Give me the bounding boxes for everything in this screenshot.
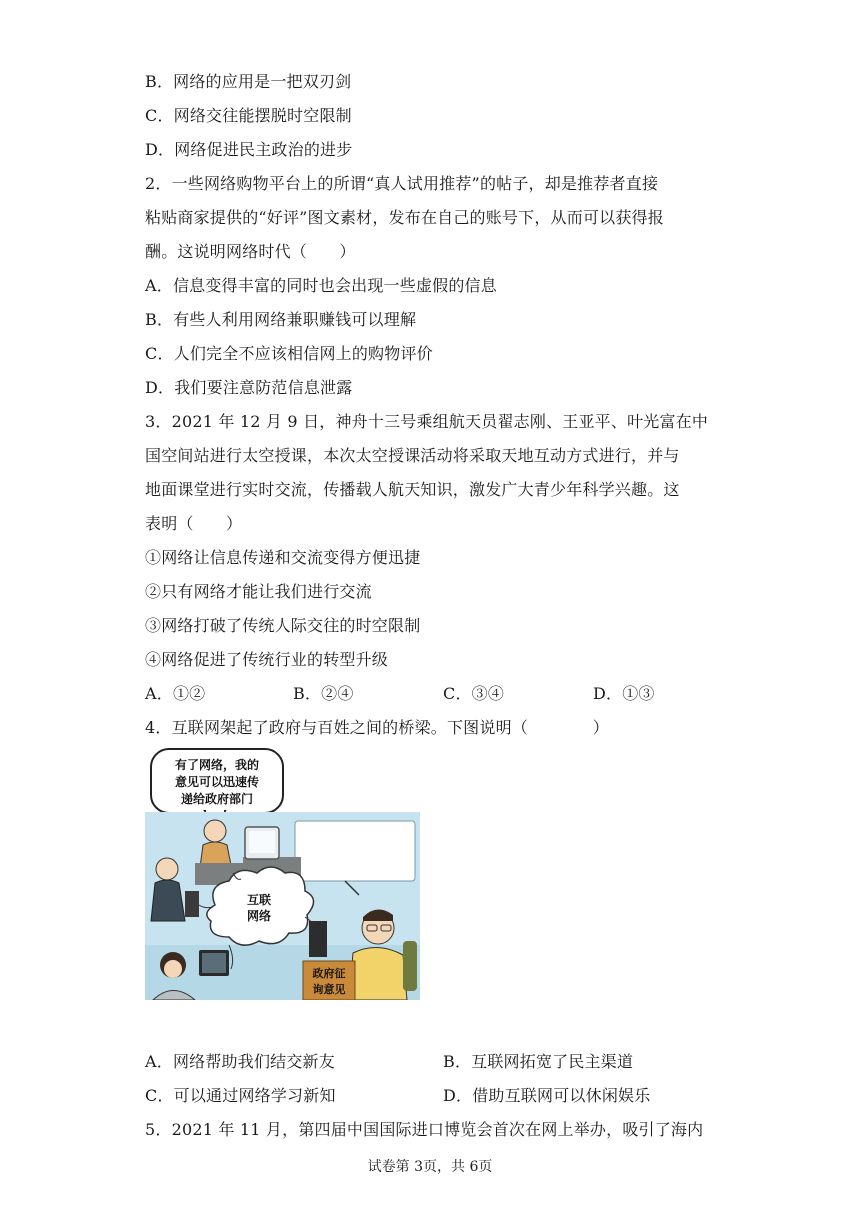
bubble-text-1: 有了网络，我的 [174, 758, 260, 772]
sign-text-2: 询意见 [312, 983, 346, 996]
q4-option-c: C．可以通过网络学习新知 [145, 1086, 336, 1105]
statement-line: ②只有网络才能让我们进行交流 [145, 582, 372, 601]
q3-option-d: D．①③ [593, 684, 655, 703]
question-stem-line: 5．2021 年 11 月，第四届中国国际进口博览会首次在网上举办，吸引了海内 [145, 1120, 704, 1139]
option-line: D．我们要注意防范信息泄露 [145, 378, 353, 397]
statement-line: ④网络促进了传统行业的转型升级 [145, 650, 389, 669]
q4-option-d: D．借助互联网可以休闲娱乐 [443, 1086, 651, 1105]
question-stem-line: 国空间站进行太空授课，本次太空授课活动将采取天地互动方式进行，并与 [145, 446, 680, 465]
question-stem-line: 2．一些网络购物平台上的所谓“真人试用推荐”的帖子，却是推荐者直接 [145, 174, 659, 193]
question-stem-line: 地面课堂进行实时交流，传播载人航天知识，激发广大青少年科学兴趣。这 [145, 480, 680, 499]
option-line: C．人们完全不应该相信网上的购物评价 [145, 344, 433, 363]
government-sign [303, 961, 355, 1000]
q4-option-a: A．网络帮助我们结交新友 [145, 1052, 335, 1071]
bubble-text-3: 递给政府部门 [180, 792, 254, 806]
q3-options [145, 684, 705, 704]
blank-placard [295, 821, 415, 881]
q3-option-c: C．③④ [443, 684, 505, 703]
question-stem-line: 4．互联网架起了政府与百姓之间的桥梁。下图说明（ ） [145, 718, 609, 737]
q4-options-row-1 [145, 1052, 705, 1072]
sign-text-1: 政府征 [312, 967, 346, 980]
bubble-text-2: 意见可以迅速传 [174, 775, 260, 789]
option-line: C．网络交往能摆脱时空限制 [145, 106, 352, 125]
statement-line: ①网络让信息传递和交流变得方便迅捷 [145, 548, 421, 567]
statement-line: ③网络打破了传统人际交往的时空限制 [145, 616, 421, 635]
cloud-text-2: 网络 [246, 909, 272, 923]
question-stem-line: 酬。这说明网络时代（ ） [145, 242, 356, 261]
option-line: B．网络的应用是一把双刃剑 [145, 72, 352, 91]
question-stem-line: 粘贴商家提供的“好评”图文素材，发布在自己的账号下，从而可以获得报 [145, 208, 664, 227]
question-stem-line: 表明（ ） [145, 514, 243, 533]
option-line: D．网络促进民主政治的进步 [145, 140, 353, 159]
q4-option-b: B．互联网拓宽了民主渠道 [443, 1052, 634, 1071]
page-footer: 试卷第 3页，共 6页 [367, 1159, 493, 1175]
question-stem-line: 3．2021 年 12 月 9 日，神舟十三号乘组航天员翟志刚、王亚平、叶光富在中 [145, 412, 709, 431]
option-line: B．有些人利用网络兼职赚钱可以理解 [145, 310, 417, 329]
cartoon-illustration [145, 745, 420, 1000]
option-line: A．信息变得丰富的同时也会出现一些虚假的信息 [145, 276, 497, 295]
q3-option-a: A．①② [145, 684, 206, 703]
cloud-text-1: 互联 [246, 893, 272, 907]
q4-options-row-2 [145, 1086, 705, 1106]
q3-option-b: B．②④ [293, 684, 354, 703]
